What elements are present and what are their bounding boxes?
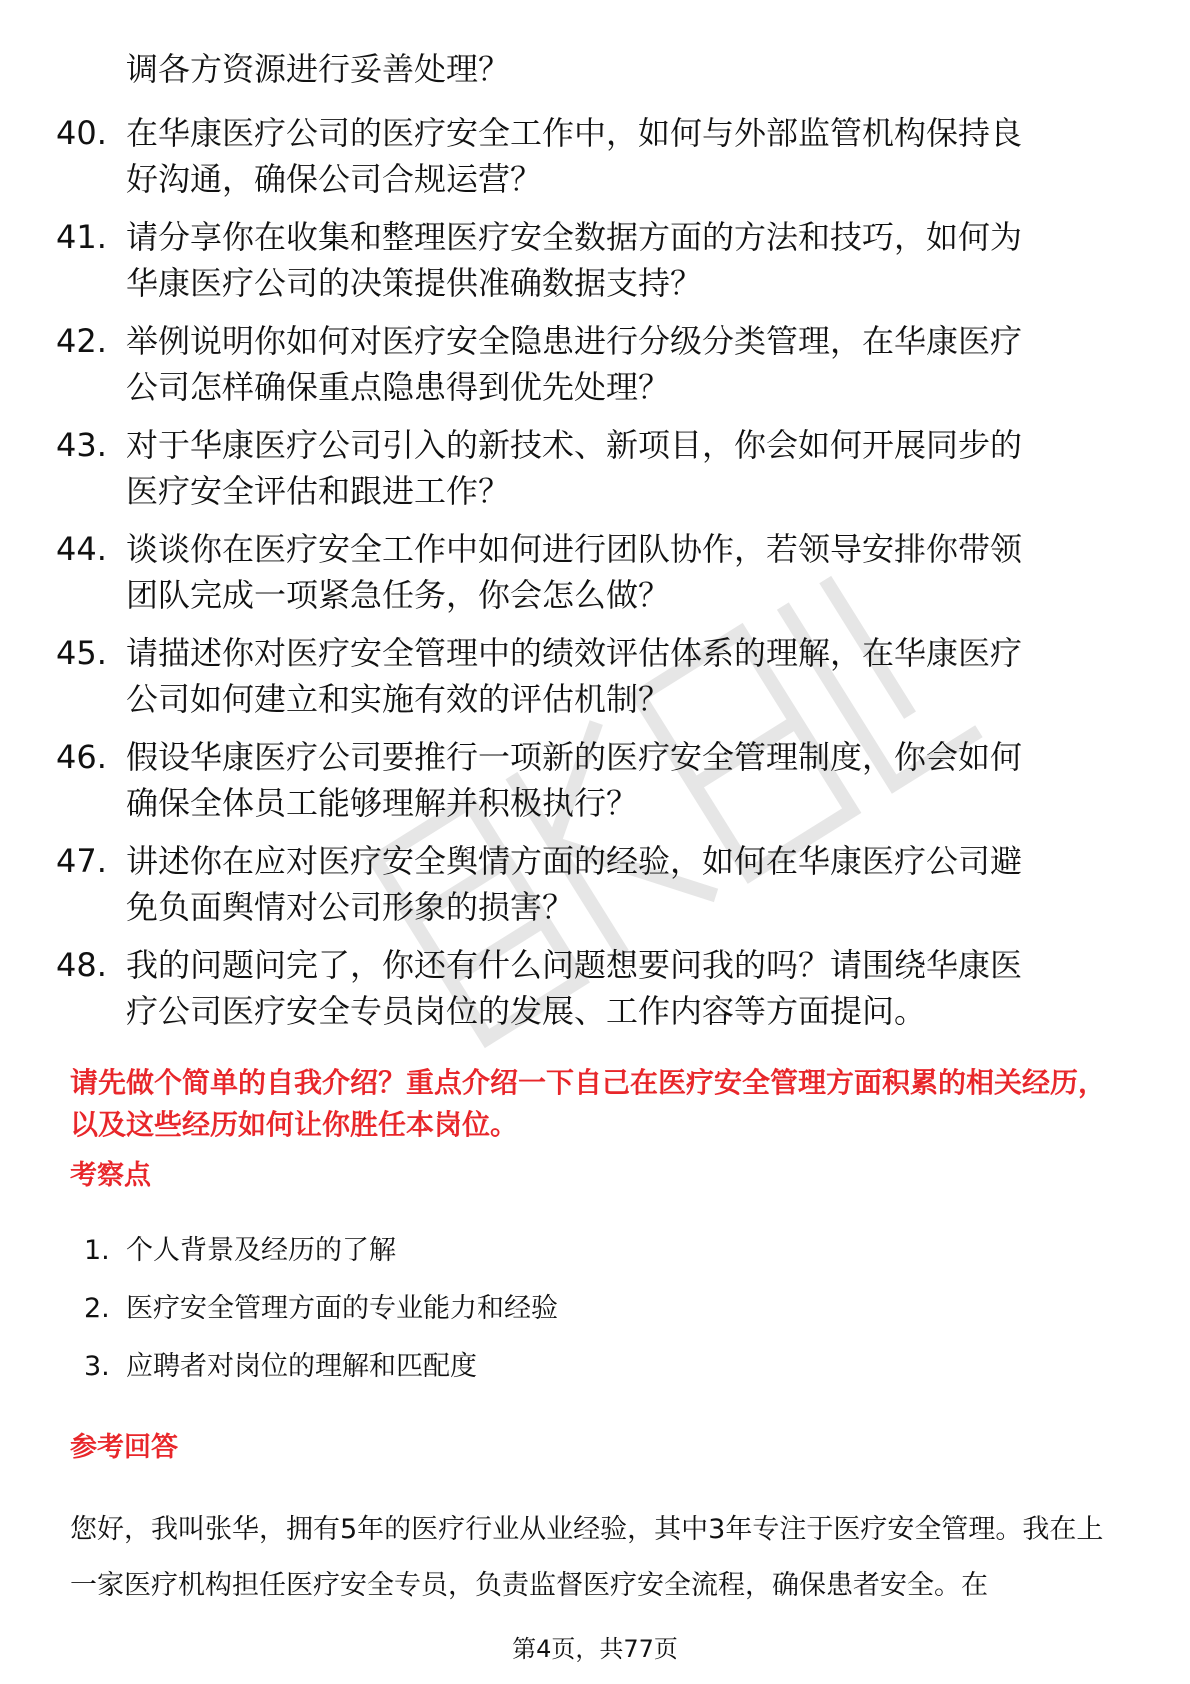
point-number: 3.: [84, 1351, 110, 1382]
inspection-point: [84, 1232, 984, 1270]
question-continuation: 调各方资源进行妥善处理？: [126, 50, 511, 88]
question-item: [56, 214, 1136, 306]
question-text: 请分享你在收集和整理医疗安全数据方面的方法和技巧，如何为华康医疗公司的决策提供准确数据支持？: [126, 218, 1023, 302]
question-text: 假设华康医疗公司要推行一项新的医疗安全管理制度，你会如何确保全体员工能够理解并积极执行？: [126, 738, 1023, 822]
question-text: 请描述你对医疗安全管理中的绩效评估体系的理解，在华康医疗公司如何建立和实施有效的评估机制？: [126, 634, 1023, 718]
question-text: 对于华康医疗公司引入的新技术、新项目，你会如何开展同步的医疗安全评估和跟进工作？: [126, 426, 1023, 510]
question-text: 谈谈你在医疗安全工作中如何进行团队协作，若领导安排你带领团队完成一项紧急任务，你会怎么做？: [126, 530, 1023, 614]
answer-heading: 参考回答: [70, 1432, 178, 1463]
question-number: 40.: [56, 114, 107, 152]
question-item: [56, 318, 1136, 410]
point-number: 2.: [84, 1293, 110, 1324]
page-number: 第4页，共77页: [512, 1635, 678, 1663]
question-item: [56, 526, 1136, 618]
question-number: 45.: [56, 634, 107, 672]
question-item: [56, 422, 1136, 514]
question-number: 42.: [56, 322, 107, 360]
question-number: 44.: [56, 530, 107, 568]
question-text: 在华康医疗公司的医疗安全工作中，如何与外部监管机构保持良好沟通，确保公司合规运营？: [126, 114, 1023, 198]
inspection-heading: 考察点: [70, 1160, 151, 1191]
question-text: 我的问题问完了，你还有什么问题想要问我的吗？请围绕华康医疗公司医疗安全专员岗位的发展、工作内容等方面提问。: [126, 946, 1023, 1030]
answer-paragraph: 您好，我叫张华，拥有5年的医疗行业从业经验，其中3年专注于医疗安全管理。我在上一家医疗机构担任医疗安全专员，负责监督医疗安全流程，确保患者安全。在: [70, 1514, 1104, 1601]
question-item: [56, 630, 1136, 722]
question-list: [56, 110, 1136, 1046]
question-item: [56, 734, 1136, 826]
point-text: 应聘者对岗位的理解和匹配度: [126, 1351, 477, 1382]
question-number: 41.: [56, 218, 107, 256]
inspection-point-list: [84, 1232, 984, 1406]
question-text: 讲述你在应对医疗安全舆情方面的经验，如何在华康医疗公司避免负面舆情对公司形象的损害？: [126, 842, 1023, 926]
question-item: [56, 942, 1136, 1034]
question-number: 47.: [56, 842, 107, 880]
point-text: 个人背景及经历的了解: [126, 1235, 396, 1266]
question-number: 48.: [56, 946, 107, 984]
featured-question: 请先做个简单的自我介绍？重点介绍一下自己在医疗安全管理方面积累的相关经历，以及这些经历如何让你胜任本岗位。: [70, 1066, 1107, 1141]
inspection-point: [84, 1348, 984, 1386]
point-number: 1.: [84, 1235, 110, 1266]
question-number: 46.: [56, 738, 107, 776]
point-text: 医疗安全管理方面的专业能力和经验: [126, 1293, 558, 1324]
question-number: 43.: [56, 426, 107, 464]
question-item: [56, 110, 1136, 202]
inspection-point: [84, 1290, 984, 1328]
question-text: 举例说明你如何对医疗安全隐患进行分级分类管理，在华康医疗公司怎样确保重点隐患得到优先处理？: [126, 322, 1023, 406]
question-item: [56, 838, 1136, 930]
